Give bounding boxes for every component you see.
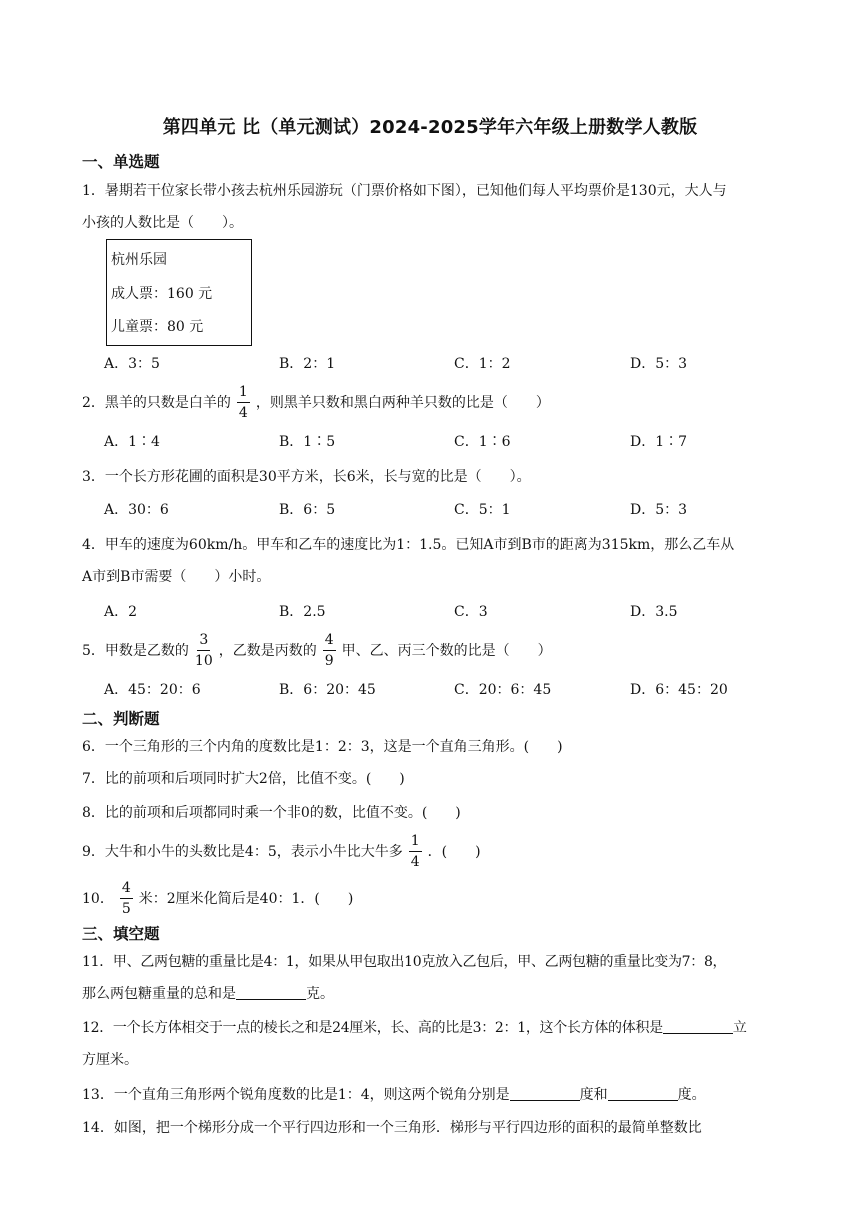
fraction-denominator: 10 <box>194 653 213 669</box>
question-10 <box>82 879 353 918</box>
question-3: 3．一个长方形花圃的面积是30平方米，长6米，长与宽的比是（ ）。 <box>82 469 531 485</box>
question-5-fraction-2 <box>323 631 336 670</box>
question-8: 8．比的前项和后项都同时乘一个非0的数，比值不变。( ) <box>82 805 461 821</box>
ticket-price-box <box>106 239 252 346</box>
question-11-text-after: 克。 <box>306 986 334 1002</box>
answer-blank[interactable] <box>663 1019 733 1034</box>
question-2 <box>82 383 550 422</box>
ticket-park-name: 杭州乐园 <box>111 252 167 268</box>
question-11-line-2 <box>82 984 334 1004</box>
question-2-text-after: ，则黑羊只数和黑白两种羊只数的比是（ ） <box>255 394 550 411</box>
fraction-numerator: 1 <box>237 383 250 403</box>
question-2-option-d[interactable]: D．1∶7 <box>630 434 688 450</box>
question-1-line-2: 小孩的人数比是（ ）。 <box>82 215 243 231</box>
answer-blank[interactable] <box>608 1086 678 1101</box>
question-13-text-middle: 度和 <box>579 1087 608 1103</box>
question-5-option-a[interactable]: A．45：20：6 <box>104 682 201 698</box>
question-6: 6．一个三角形的三个内角的度数比是1：2：3，这是一个直角三角形。( ) <box>82 739 563 755</box>
question-3-option-b[interactable]: B．6：5 <box>279 502 336 518</box>
question-5-text-after: 甲、乙、丙三个数的比是（ ） <box>341 642 552 659</box>
fraction-numerator: 1 <box>409 832 422 852</box>
question-5-text-middle: ，乙数是丙数的 <box>218 642 317 659</box>
question-5-option-d[interactable]: D．6：45：20 <box>630 682 728 698</box>
ticket-child-price: 儿童票：80 元 <box>111 319 204 335</box>
section-heading-fill-blank: 三、填空题 <box>82 925 160 943</box>
ticket-adult-price: 成人票：160 元 <box>111 286 213 302</box>
question-9-fraction <box>409 832 422 871</box>
section-heading-true-false: 二、判断题 <box>82 710 160 728</box>
question-3-option-a[interactable]: A．30：6 <box>104 502 169 518</box>
question-11-line-1: 11．甲、乙两包糖的重量比是4：1，如果从甲包取出10克放入乙包后，甲、乙两包糖的重量比变为7：8， <box>82 954 727 970</box>
question-12-text-before: 12．一个长方体相交于一点的棱长之和是24厘米，长、高的比是3：2：1，这个长方体的体积是 <box>82 1020 663 1036</box>
question-2-option-c[interactable]: C．1∶6 <box>454 434 511 450</box>
question-2-fraction <box>237 383 250 422</box>
question-10-text-before: 10． <box>82 890 114 907</box>
question-9-text-after: ．( ) <box>427 843 481 860</box>
question-14: 14．如图，把一个梯形分成一个平行四边形和一个三角形．梯形与平行四边形的面积的最简单整数比 <box>82 1120 702 1136</box>
fraction-numerator: 3 <box>197 631 210 651</box>
question-4-line-1: 4．甲车的速度为60km/h。甲车和乙车的速度比为1：1.5。已知A市到B市的距离为315km，那么乙车从 <box>82 537 735 553</box>
question-5-fraction-1 <box>195 631 213 670</box>
question-9-text-before: 9．大牛和小牛的头数比是4：5，表示小牛比大牛多 <box>82 843 403 860</box>
answer-blank[interactable] <box>510 1086 580 1101</box>
question-10-text-after: 米：2厘米化简后是40：1．( ) <box>138 890 354 907</box>
question-5-option-b[interactable]: B．6：20：45 <box>279 682 376 698</box>
fraction-denominator: 4 <box>238 405 248 421</box>
question-5 <box>82 631 552 670</box>
question-10-fraction <box>120 879 133 918</box>
page-title: 第四单元 比（单元测试）2024-2025学年六年级上册数学人教版 <box>162 117 698 138</box>
question-4-option-c[interactable]: C．3 <box>454 604 488 620</box>
question-5-option-c[interactable]: C．20：6：45 <box>454 682 552 698</box>
section-heading-single-choice: 一、单选题 <box>82 153 160 171</box>
question-1-option-a[interactable]: A．3：5 <box>104 356 160 372</box>
question-12-text-after: 立 <box>732 1020 747 1036</box>
question-9 <box>82 832 481 871</box>
question-13-text-before: 13．一个直角三角形两个锐角度数的比是1：4，则这两个锐角分别是 <box>82 1087 510 1103</box>
fraction-denominator: 9 <box>324 653 334 669</box>
question-12-line-2: 方厘米。 <box>82 1052 138 1068</box>
question-1-line-1: 1．暑期若干位家长带小孩去杭州乐园游玩（门票价格如下图），已知他们每人平均票价是130元，大人与 <box>82 183 727 199</box>
question-2-text-before: 2．黑羊的只数是白羊的 <box>82 394 231 411</box>
question-3-option-d[interactable]: D．5：3 <box>630 502 688 518</box>
question-5-text-before: 5．甲数是乙数的 <box>82 642 189 659</box>
question-13 <box>82 1085 706 1105</box>
question-4-option-a[interactable]: A．2 <box>104 604 138 620</box>
fraction-numerator: 4 <box>323 631 336 651</box>
question-4-option-d[interactable]: D．3.5 <box>630 604 678 620</box>
question-7: 7．比的前项和后项同时扩大2倍，比值不变。( ) <box>82 771 405 787</box>
fraction-denominator: 4 <box>410 854 420 870</box>
question-2-option-b[interactable]: B．1∶5 <box>279 434 336 450</box>
question-1-option-c[interactable]: C．1：2 <box>454 356 511 372</box>
question-1-option-b[interactable]: B．2：1 <box>279 356 336 372</box>
question-4-option-b[interactable]: B．2.5 <box>279 604 326 620</box>
fraction-denominator: 5 <box>121 901 131 917</box>
question-2-option-a[interactable]: A．1∶4 <box>104 434 160 450</box>
fraction-numerator: 4 <box>120 879 133 899</box>
question-3-option-c[interactable]: C．5：1 <box>454 502 511 518</box>
question-1-option-d[interactable]: D．5：3 <box>630 356 688 372</box>
answer-blank[interactable] <box>236 985 306 1000</box>
question-13-text-after: 度。 <box>677 1087 706 1103</box>
question-4-line-2: A市到B市需要（ ）小时。 <box>82 569 271 585</box>
question-11-text-before: 那么两包糖重量的总和是 <box>82 986 236 1002</box>
question-12-line-1 <box>82 1018 747 1038</box>
